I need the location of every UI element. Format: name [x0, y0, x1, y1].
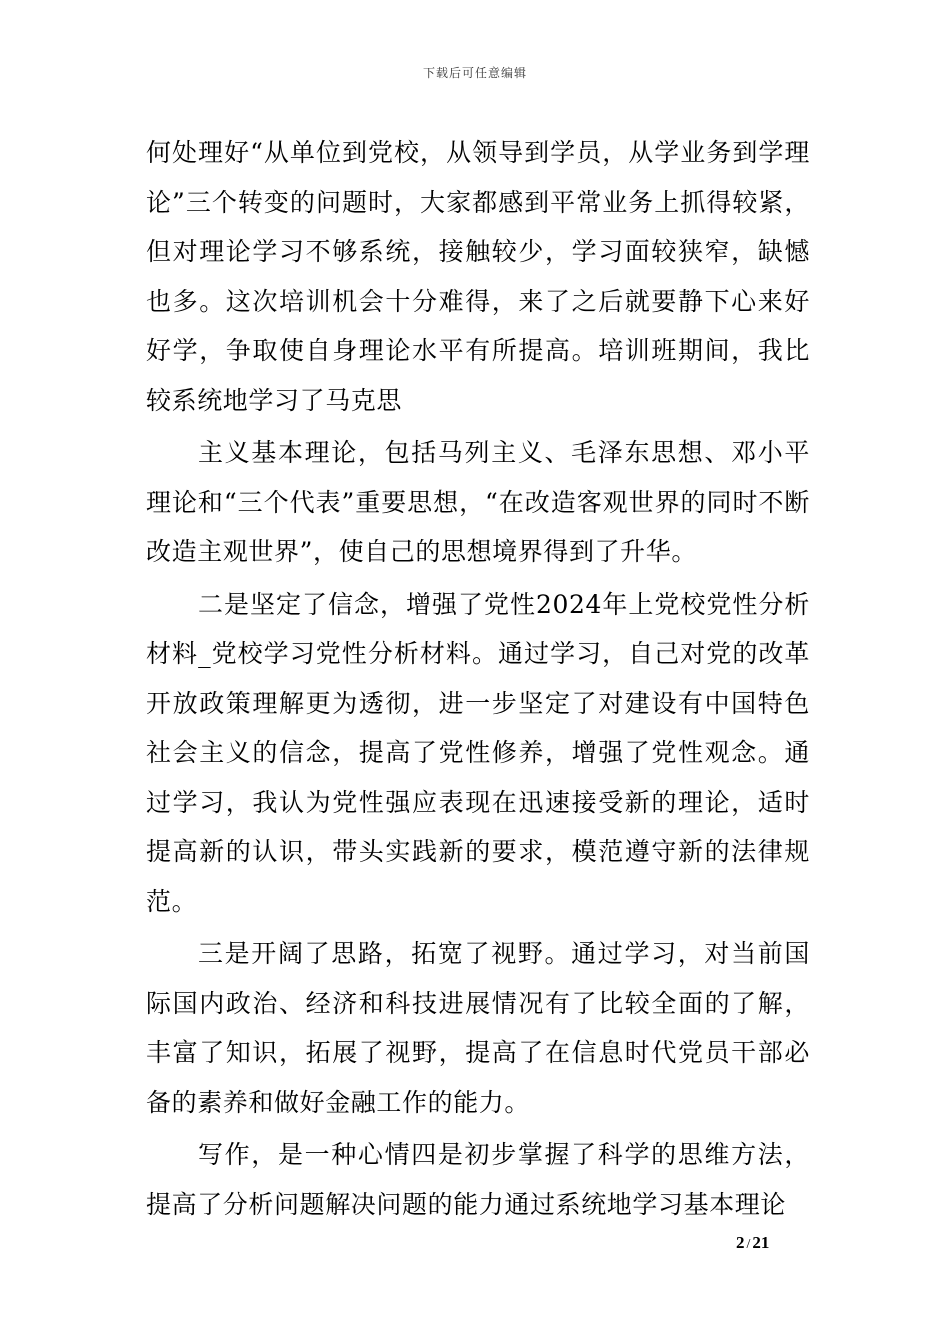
- paragraph-2: 主义基本理论，包括马列主义、毛泽东思想、邓小平理论和“三个代表”重要思想，“在改造客观世界的同时不断改造主观世界”，使自己的思想境界得到了升华。: [146, 438, 810, 566]
- paragraph-4: 三是开阔了思路，拓宽了视野。通过学习，对当前国际国内政治、经济和科技进展情况有了比较全面的了解，丰富了知识，拓展了视野，提高了在信息时代党员干部必备的素养和做好金融工作的能力。: [146, 939, 810, 1117]
- page-separator: /: [746, 1237, 751, 1252]
- current-page: 2: [736, 1233, 745, 1252]
- document-body: [146, 128, 810, 1229]
- paragraph-3: 二是坚定了信念，增强了党性2024年上党校党性分析材料_党校学习党性分析材料。通过学习，自己对党的改革开放政策理解更为透彻，进一步坚定了对建设有中国特色社会主义的信念，提高了党性修养，增强了党性观念。通过学习，我认为党性强应表现在迅速接受新的理论，适时提高新的认识，带头实践新的要求，模范遵守新的法律规范。: [146, 589, 810, 916]
- paragraph-5: 写作，是一种心情四是初步掌握了科学的思维方法，提高了分析问题解决问题的能力通过系统地学习基本理论: [146, 1140, 810, 1219]
- page-number: [736, 1233, 769, 1253]
- paragraph-1: 何处理好“从单位到党校，从领导到学员，从学业务到学理论”三个转变的问题时，大家都感到平常业务上抓得较紧，但对理论学习不够系统，接触较少，学习面较狭窄，缺憾也多。这次培训机会十分难得，来了之后就要静下心来好好学，争取使自身理论水平有所提高。培训班期间，我比较系统地学习了马克思: [146, 138, 810, 415]
- total-pages: 21: [752, 1233, 770, 1252]
- header-note: 下载后可任意编辑: [422, 66, 527, 80]
